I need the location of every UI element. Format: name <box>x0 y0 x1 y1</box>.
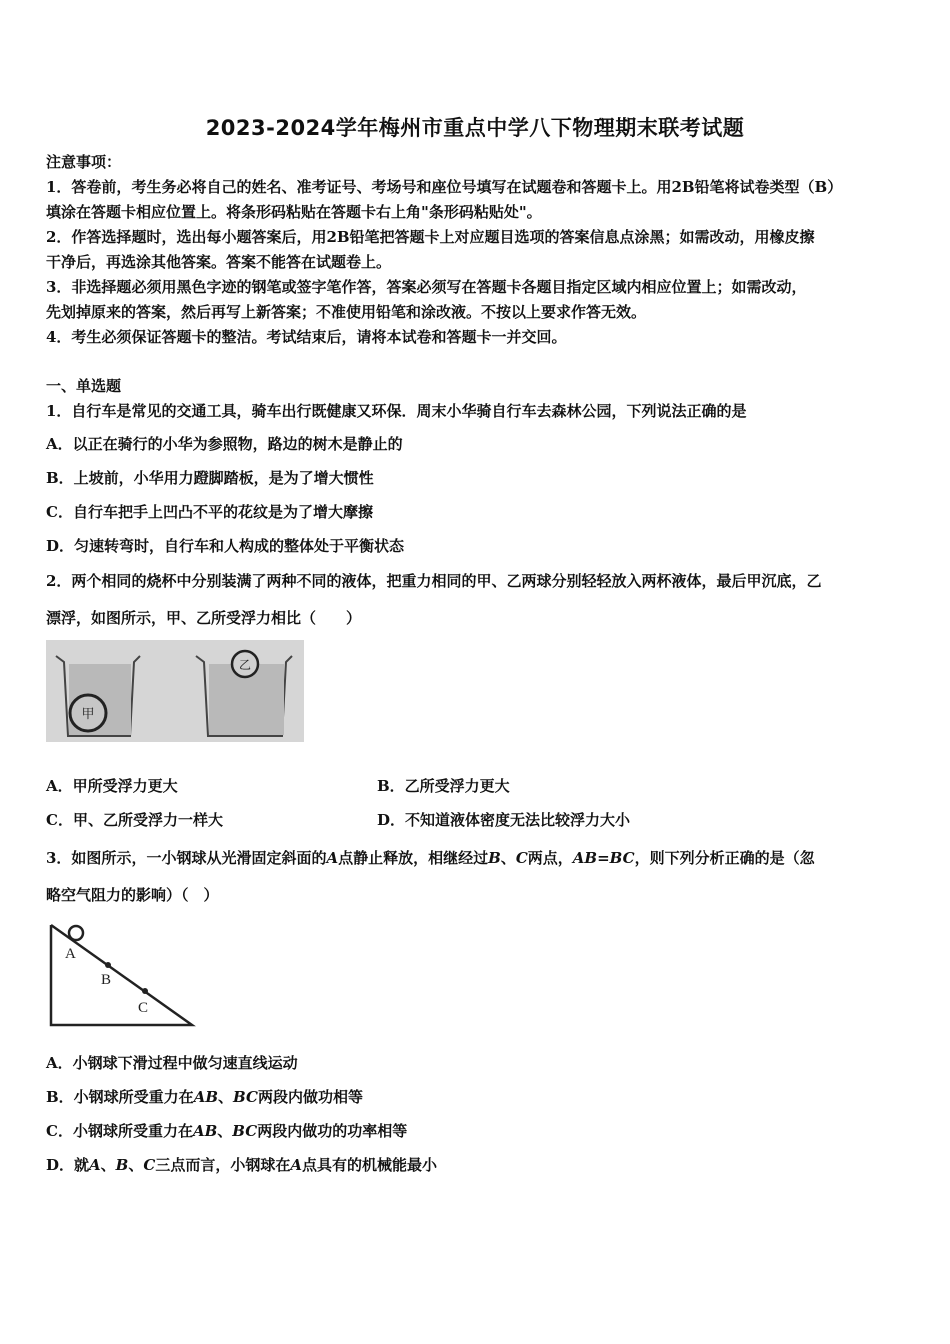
q3-option-c: C．小钢球所受重力在AB、BC两段内做功的功率相等 <box>46 1122 408 1140</box>
ball-yi-label: 乙 <box>238 658 252 672</box>
notice-line: 3．非选择题必须用黑色字迹的钢笔或签字笔作答，答案必须写在答题卡各题目指定区域内相应位置上；如需改动， <box>46 278 807 296</box>
notice-line: 1．答卷前，考生务必将自己的姓名、准考证号、考场号和座位号填写在试题卷和答题卡上。用2B铅笔将试卷类型（B） <box>46 178 843 196</box>
point-b <box>105 962 111 968</box>
q1-option-b: B．上坡前，小华用力蹬脚踏板，是为了增大惯性 <box>46 469 374 487</box>
notice-line: 先划掉原来的答案，然后再写上新答案；不准使用铅笔和涂改液。不按以上要求作答无效。 <box>46 303 647 321</box>
q3-option-d: D．就A、B、C三点而言，小钢球在A点具有的机械能最小 <box>46 1156 437 1174</box>
q3-stem-line1: 3．如图所示，一小钢球从光滑固定斜面的A点静止释放，相继经过B、C两点，AB=BC，则下列分析正确的是（忽 <box>46 849 815 867</box>
notice-line: 干净后，再选涂其他答案。答案不能答在试题卷上。 <box>46 253 392 271</box>
label-b: B <box>101 972 112 988</box>
section-heading: 一、单选题 <box>46 377 122 395</box>
notice-line: 2．作答选择题时，选出每小题答案后，用2B铅笔把答题卡上对应题目选项的答案信息点涂黑；如需改动，用橡皮擦 <box>46 228 815 246</box>
label-a: A <box>65 946 76 962</box>
notice-line: 4．考生必须保证答题卡的整洁。考试结束后，请将本试卷和答题卡一并交回。 <box>46 328 567 346</box>
q1-option-a: A．以正在骑行的小华为参照物，路边的树木是静止的 <box>46 435 403 453</box>
q1-option-c: C．自行车把手上凹凸不平的花纹是为了增大摩擦 <box>46 503 373 521</box>
point-c <box>142 988 148 994</box>
q2-option-d: D．不知道液体密度无法比较浮力大小 <box>377 811 631 829</box>
q3-option-b: B．小钢球所受重力在AB、BC两段内做功相等 <box>46 1088 363 1106</box>
q1-stem: 1．自行车是常见的交通工具，骑车出行既健康又环保．周末小华骑自行车去森林公园，下列说法正确的是 <box>46 402 747 420</box>
beakers-figure <box>46 640 304 742</box>
page-title: 2023-2024学年梅州市重点中学八下物理期末联考试题 <box>205 116 745 140</box>
q2-option-c: C．甲、乙所受浮力一样大 <box>46 811 223 829</box>
steel-ball <box>69 926 83 940</box>
notice-heading: 注意事项： <box>46 153 122 171</box>
label-c: C <box>138 1000 149 1016</box>
q2-stem-line1: 2．两个相同的烧杯中分别装满了两种不同的液体，把重力相同的甲、乙两球分别轻轻放入两杯液体，最后甲沉底，乙 <box>46 572 822 590</box>
q2-stem-line2: 漂浮，如图所示，甲、乙所受浮力相比（ ） <box>46 609 362 627</box>
incline-figure <box>46 920 196 1030</box>
q2-option-a: A．甲所受浮力更大 <box>46 777 178 795</box>
q3-option-a: A．小钢球下滑过程中做匀速直线运动 <box>46 1054 298 1072</box>
q1-option-d: D．匀速转弯时，自行车和人构成的整体处于平衡状态 <box>46 537 405 555</box>
q2-option-b: B．乙所受浮力更大 <box>377 777 510 795</box>
ball-jia-label: 甲 <box>81 707 95 722</box>
q3-stem-line2: 略空气阻力的影响）（ ） <box>46 886 219 904</box>
notice-line: 填涂在答题卡相应位置上。将条形码粘贴在答题卡右上角"条形码粘贴处"。 <box>46 203 542 221</box>
